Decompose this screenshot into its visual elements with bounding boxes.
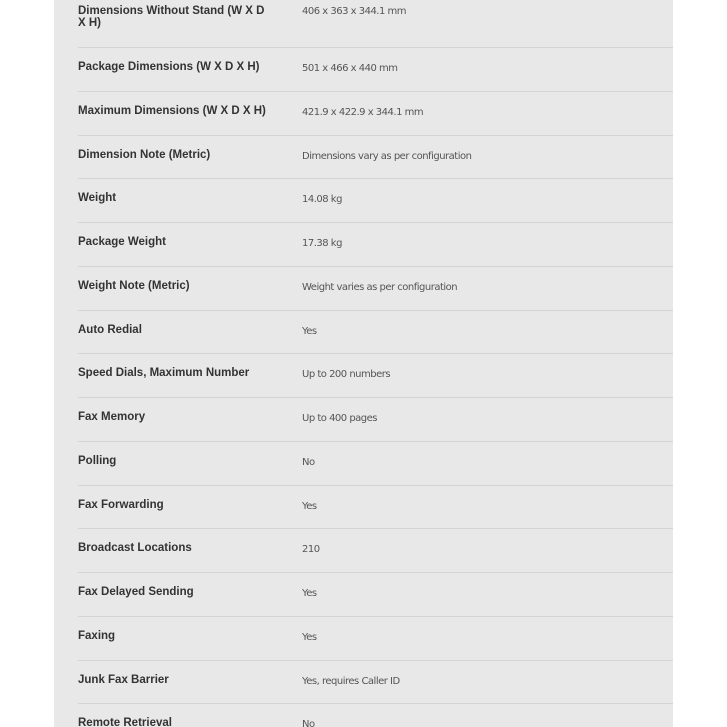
spec-value: Dimensions vary as per configuration <box>302 150 472 162</box>
spec-label: Fax Memory <box>78 411 146 423</box>
spec-label: Faxing <box>78 629 116 642</box>
spec-row <box>78 136 673 180</box>
spec-row <box>78 529 673 573</box>
spec-row <box>78 223 673 267</box>
spec-label: Package Weight <box>78 236 166 248</box>
spec-value: 17.38 kg <box>302 238 342 249</box>
spec-value: Yes <box>302 325 317 337</box>
spec-label: Remote Retrieval <box>78 717 172 727</box>
spec-row <box>78 573 673 617</box>
spec-value: Up to 200 numbers <box>302 369 391 381</box>
spec-value: No <box>302 719 315 727</box>
spec-label: Weight <box>78 192 117 205</box>
spec-row <box>78 92 673 136</box>
spec-row <box>78 354 673 398</box>
spec-label: Package Dimensions (W X D X H) <box>78 61 260 73</box>
specs-table <box>78 0 673 727</box>
spec-value: Yes <box>302 500 317 512</box>
spec-row <box>78 661 673 705</box>
spec-row <box>78 179 673 223</box>
spec-value: Yes <box>302 631 317 643</box>
spec-row <box>78 704 673 727</box>
spec-label: Broadcast Locations <box>78 542 192 555</box>
spec-label: Dimension Note (Metric) <box>78 148 211 161</box>
spec-row <box>78 0 673 48</box>
spec-value: 421.9 x 422.9 x 344.1 mm <box>302 106 424 118</box>
spec-row <box>78 617 673 661</box>
spec-label: Weight Note (Metric) <box>78 279 190 292</box>
spec-value: Yes <box>302 588 317 599</box>
spec-label: Maximum Dimensions (W X D X H) <box>78 104 266 117</box>
spec-value: No <box>302 456 315 468</box>
spec-row <box>78 311 673 355</box>
spec-value: 406 x 363 x 344.1 mm <box>302 6 407 17</box>
specs-panel <box>54 0 673 727</box>
spec-value: Yes, requires Caller ID <box>302 675 400 687</box>
spec-label: Auto Redial <box>78 323 142 336</box>
spec-value: Weight varies as per configuration <box>302 281 458 293</box>
spec-label: Dimensions Without Stand (W X D X H) <box>78 5 265 29</box>
spec-row <box>78 442 673 486</box>
spec-label: Speed Dials, Maximum Number <box>78 367 250 380</box>
spec-row <box>78 48 673 92</box>
spec-label: Fax Forwarding <box>78 498 164 511</box>
spec-value: 501 x 466 x 440 mm <box>302 63 398 74</box>
spec-row <box>78 267 673 311</box>
spec-row <box>78 398 673 442</box>
spec-row <box>78 486 673 530</box>
spec-value: Up to 400 pages <box>302 413 378 424</box>
spec-value: 210 <box>302 544 320 556</box>
spec-label: Polling <box>78 454 117 467</box>
spec-value: 14.08 kg <box>302 194 342 206</box>
spec-label: Junk Fax Barrier <box>78 673 169 686</box>
spec-label: Fax Delayed Sending <box>78 586 194 598</box>
